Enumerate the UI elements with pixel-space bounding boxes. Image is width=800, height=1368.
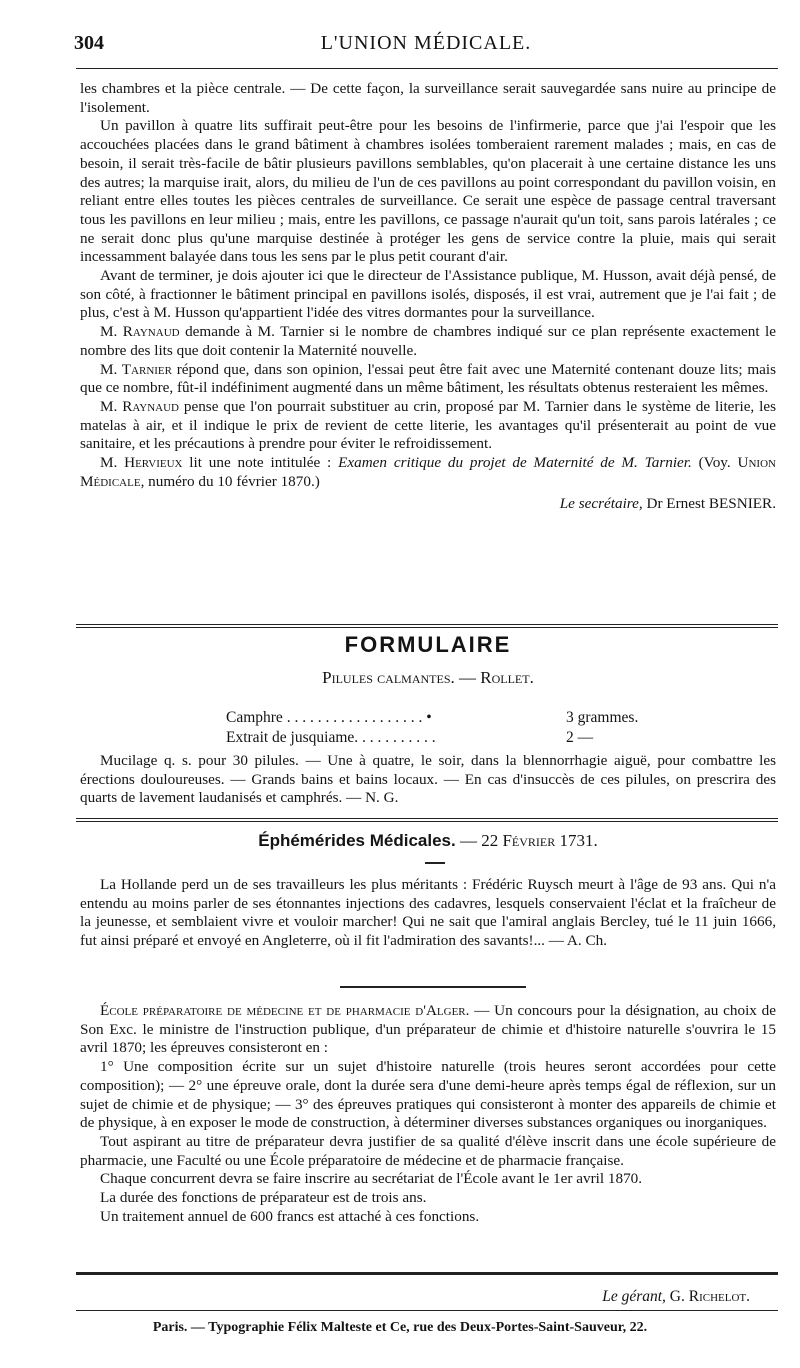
- note-title: Examen critique du projet de Maternité de M. Tarnier.: [338, 454, 692, 472]
- paragraph: Avant de terminer, je dois ajouter ici que le directeur de l'Assistance publique, M. Husson, avait déjà pensé, de son côté, à fractionner le bâtiment principal en pavillons isolés, disposés, il est vrai, autrement que je l'ai fait ; de plus, c'est à M. Husson qu'appartient l'idée des vitres dormantes pour la surveillance.: [80, 267, 776, 322]
- ecole-heading: École préparatoire de médecine et de pharmacie d'Alger.: [100, 1002, 470, 1019]
- recipe-ingredients: [226, 708, 666, 748]
- paragraph-text: — Un concours pour la désignation, au choix de Son Exc. le ministre de l'instruction publique, d'un préparateur de chimie et d'histoire naturelle s'ouvrira le 15 avril 1870; les épreuves consisteront en :: [80, 1002, 776, 1057]
- paragraph-text: , numéro du 10 février 1870.): [140, 472, 320, 490]
- footer-rule: [76, 1310, 778, 1311]
- ephemerides-section: [80, 832, 776, 851]
- gerant-role: Le gérant,: [602, 1288, 666, 1305]
- footer-rule: [76, 1272, 778, 1275]
- header-rule: [76, 68, 778, 69]
- section-rule: [76, 818, 778, 822]
- paragraph-text: (Voy.: [691, 454, 738, 472]
- ingredient-name: Extrait de jusquiame. . . . . . . . . . .: [226, 729, 436, 746]
- ingredient-qty: 2 —: [566, 729, 594, 746]
- paragraph-text: demande à M. Tarnier si le nombre de chambres indiqué sur ce plan représente exactement le nombre des lits que doit contenir la Maternité nouvelle.: [80, 323, 777, 359]
- ingredient-name: Camphre . . . . . . . . . . . . . . . . . . •: [226, 709, 432, 726]
- paragraph: [80, 361, 776, 398]
- paragraph-text: répond que, dans son opinion, l'essai peut être fait avec une Maternité contenant douze lits; mais que ce nombre, fût-il indéfiniment augmenté dans un même bâtiment, les résultats obtenus resteraient les mêmes.: [80, 360, 777, 397]
- ephemerides-body: [80, 876, 776, 951]
- ingredient-row: [226, 708, 666, 728]
- paragraph: La Hollande perd un de ses travailleurs les plus méritants : Frédéric Ruysch meurt à l'âge de 93 ans. Qui n'a entendu au moins parler de ses étonnantes injections des cadavres, lesquels conservaient l'éclat et la fraîcheur de la jeunesse, et semblaient vivre et vouloir marcher! Qui ne sait que l'amiral anglais Bercley, tué le 11 juin 1666, fut ainsi préparé et envoyé en Angleterre, où il fit l'admiration des savants!... — A. Ch.: [80, 876, 776, 950]
- recipe-title: Pilules calmantes. — Rollet.: [322, 667, 534, 687]
- speaker-name: M. Raynaud: [100, 397, 179, 415]
- paragraph: Tout aspirant au titre de préparateur devra justifier de sa qualité d'élève inscrit dans une école supérieure de pharmacie, une Faculté ou une École préparatoire de médecine et de pharmacie française.: [80, 1132, 776, 1169]
- ephemerides-title: [80, 832, 776, 851]
- paragraph: [80, 1002, 776, 1058]
- paragraph: Un pavillon à quatre lits suffirait peut-être pour les besoins de l'infirmerie, parce que j'ai l'espoir que les accouchées placées dans le grand bâtiment à chambres isolées tomberaient rarement malades ; mais, en cas de besoin, il serait très-facile de bâtir plusieurs pavillons semblables, qu'on placerait à une certaine distance les uns des autres; la marquise irait, alors, du milieu de l'un de ces pavillons au point correspondant du pavillon voisin, en reliant entre elles toutes les pièces centrales de surveillance. Ce serait une espèce de passage central traversant tous les pavillons en leur milieu ; mais, entre les pavillons, ce passage n'aurait qu'un toit, sans parois latérales ; ce ne serait donc plus qu'une marquise destinée à protéger les gens de service contre la pluie, mais qui serait incessamment balayée dans tous les sens par le plus petit courant d'air.: [80, 117, 776, 266]
- signature-name: Dr Ernest BESNIER.: [642, 495, 776, 513]
- secretary-signature: [80, 495, 776, 514]
- formulaire-text: [80, 752, 776, 808]
- paragraph-text: pense que l'on pourrait substituer au crin, proposé par M. Tarnier dans le système de literie, les matelas à air, et il indique le prix de revient de cette literie, les avantages qu'il présenterait au point de vue sanitaire, et les précautions à prendre pour éviter le refroidissement.: [80, 397, 776, 453]
- signature-role: Le secrétaire,: [559, 495, 643, 513]
- speaker-name: M. Hervieux: [100, 454, 183, 472]
- short-rule: [340, 986, 526, 988]
- formulaire-title: FORMULAIRE: [344, 632, 512, 657]
- formulaire-section: [80, 632, 776, 687]
- gerant-signature: [602, 1288, 750, 1306]
- paragraph: Mucilage q. s. pour 30 pilules. — Une à quatre, le soir, dans la blennorrhagie aiguë, pour combattre les érections douloureuses. — Grands bains et bains locaux. — En cas d'insuccès de ces pilules, on prescrira des quarts de lavement laudanisés et camphrés. — N. G.: [80, 752, 776, 807]
- ephemerides-heading: Éphémérides Médicales.: [258, 831, 456, 850]
- printer-imprint: Paris. — Typographie Félix Malteste et Ce, rue des Deux-Portes-Saint-Sauveur, 22.: [152, 1320, 648, 1335]
- section-rule: [76, 624, 778, 628]
- ephemerides-date: — 22 Février 1731.: [455, 831, 598, 850]
- paragraph: [80, 323, 776, 360]
- journal-name: Union Médicale: [80, 454, 776, 490]
- paragraph: [80, 398, 776, 454]
- paragraph: La durée des fonctions de préparateur est de trois ans.: [100, 1189, 427, 1207]
- ecole-section: [80, 1002, 776, 1226]
- seance-section: [80, 80, 776, 514]
- paragraph: [80, 454, 776, 491]
- running-title: L'UNION MÉDICALE.: [320, 32, 532, 54]
- paragraph-text: lit une note intitulée :: [182, 454, 339, 472]
- paragraph: les chambres et la pièce centrale. — De cette façon, la surveillance serait sauvegardée sans nuire au principe de l'isolement.: [80, 80, 776, 116]
- paragraph: 1° Une composition écrite sur un sujet d'histoire naturelle (trois heures seront accordées pour cette composition); — 2° une épreuve orale, dont la durée sera d'une demi-heure après temps égal de réflexion, sur un sujet de chimie et de physique; — 3° des épreuves pratiques qui consisteront à monter des appareils de chimie et de physique, à en exposer le mode de construction, à déterminer diverses substances organiques ou inorganiques.: [80, 1058, 776, 1132]
- paragraph: Un traitement annuel de 600 francs est attaché à ces fonctions.: [100, 1207, 480, 1225]
- paragraph: Chaque concurrent devra se faire inscrire au secrétariat de l'École avant le 1er avril 1870.: [100, 1170, 643, 1188]
- short-rule: [425, 862, 445, 864]
- page-header: [74, 28, 778, 58]
- gerant-name: G. Richelot.: [665, 1288, 750, 1305]
- speaker-name: M. Raynaud: [100, 323, 180, 341]
- ingredient-row: [226, 728, 666, 748]
- speaker-name: M. Tarnier: [100, 360, 172, 378]
- ingredient-qty: 3 grammes.: [566, 709, 639, 726]
- page-number: 304: [74, 32, 104, 54]
